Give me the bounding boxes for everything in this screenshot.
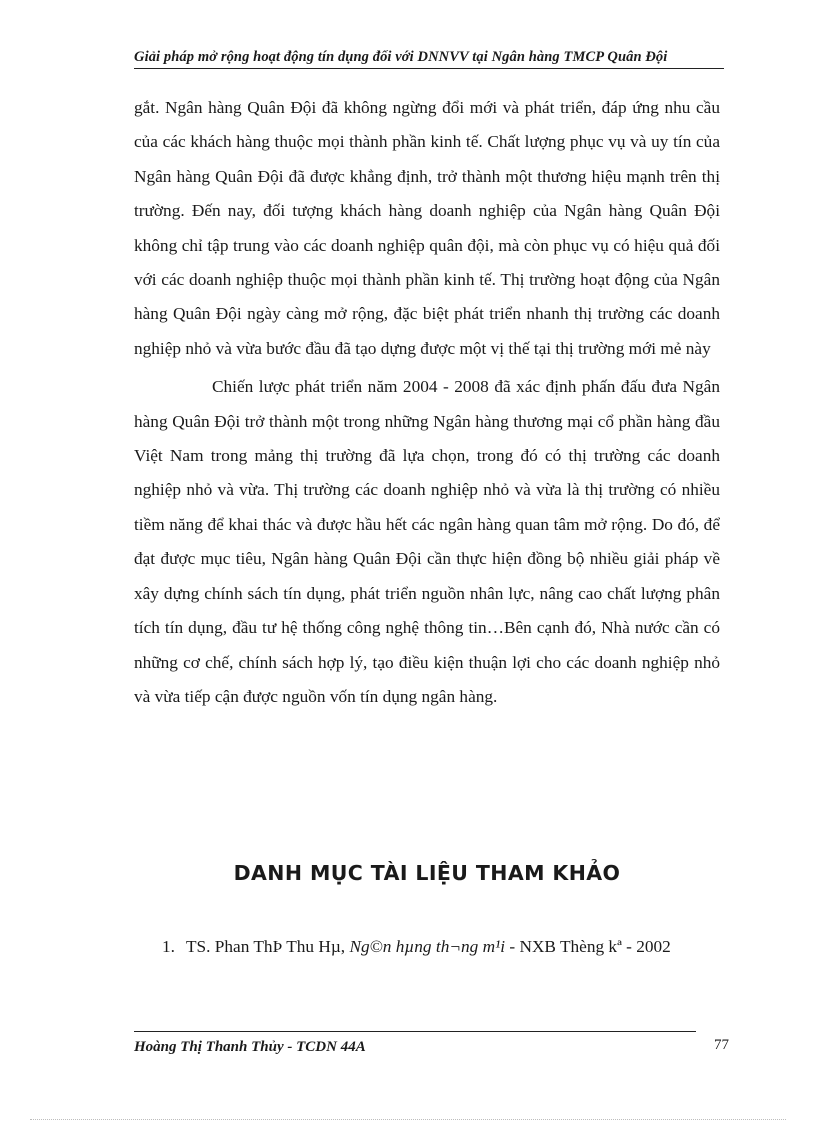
footer-author: Hoàng Thị Thanh Thủy - TCDN 44A	[134, 1039, 366, 1055]
page-edge-divider	[30, 1119, 786, 1120]
running-header	[134, 48, 724, 69]
reference-title: Ng©n hµng th¬ng m¹i	[349, 937, 506, 956]
reference-text	[186, 929, 720, 964]
page-number: 77	[714, 1037, 729, 1053]
reference-publisher: - NXB Thèng kª - 2002	[509, 937, 671, 956]
reference-author: TS. Phan ThÞ Thu Hµ,	[186, 937, 346, 956]
running-title: Giải pháp mở rộng hoạt động tín dụng đối với DNNVV tại Ngân hàng TMCP Quân Đội	[134, 49, 668, 65]
paragraph: Chiến lược phát triển năm 2004 - 2008 đã xác định phấn đấu đưa Ngân hàng Quân Đội trở thành một trong những Ngân hàng thương mại cổ phần hàng đầu Việt Nam trong mảng thị trường đã lựa chọn, trong đó có thị trường các doanh nghiệp nhỏ và vừa. Thị trường các doanh nghiệp nhỏ và vừa là thị trường có nhiều tiềm năng để khai thác và được hầu hết các ngân hàng quan tâm mở rộng. Do đó, để đạt được mục tiêu, Ngân hàng Quân Đội cần thực hiện đồng bộ nhiều giải pháp về xây dựng chính sách tín dụng, phát triển nguồn nhân lực, nâng cao chất lượng phân tích tín dụng, đầu tư hệ thống công nghệ thông tin…Bên cạnh đó, Nhà nước cần có những cơ chế, chính sách hợp lý, tạo điều kiện thuận lợi cho các doanh nghiệp nhỏ và vừa tiếp cận được nguồn vốn tín dụng ngân hàng.	[134, 377, 720, 706]
footer-rule	[134, 1031, 696, 1032]
reference-item	[162, 929, 720, 964]
reference-number: 1.	[162, 937, 175, 956]
reference-list	[162, 929, 720, 964]
body-text	[134, 91, 720, 714]
paragraph: gắt. Ngân hàng Quân Đội đã không ngừng đổi mới và phát triển, đáp ứng nhu cầu của các khách hàng thuộc mọi thành phần kinh tế. Chất lượng phục vụ và uy tín của Ngân hàng Quân Đội đã được khẳng định, trở thành một thương hiệu mạnh trên thị trường. Đến nay, đối tượng khách hàng doanh nghiệp của Ngân hàng Quân Đội không chỉ tập trung vào các doanh nghiệp quân đội, mà còn phục vụ có hiệu quả đối với các doanh nghiệp thuộc mọi thành phần kinh tế. Thị trường hoạt động của Ngân hàng Quân Đội ngày càng mở rộng, đặc biệt phát triển nhanh thị trường các doanh nghiệp nhỏ và vừa bước đầu đã tạo dựng được một vị thế tại thị trường mới mẻ này	[134, 98, 720, 358]
references-heading: DANH MỤC TÀI LIỆU THAM KHẢO	[233, 861, 621, 885]
